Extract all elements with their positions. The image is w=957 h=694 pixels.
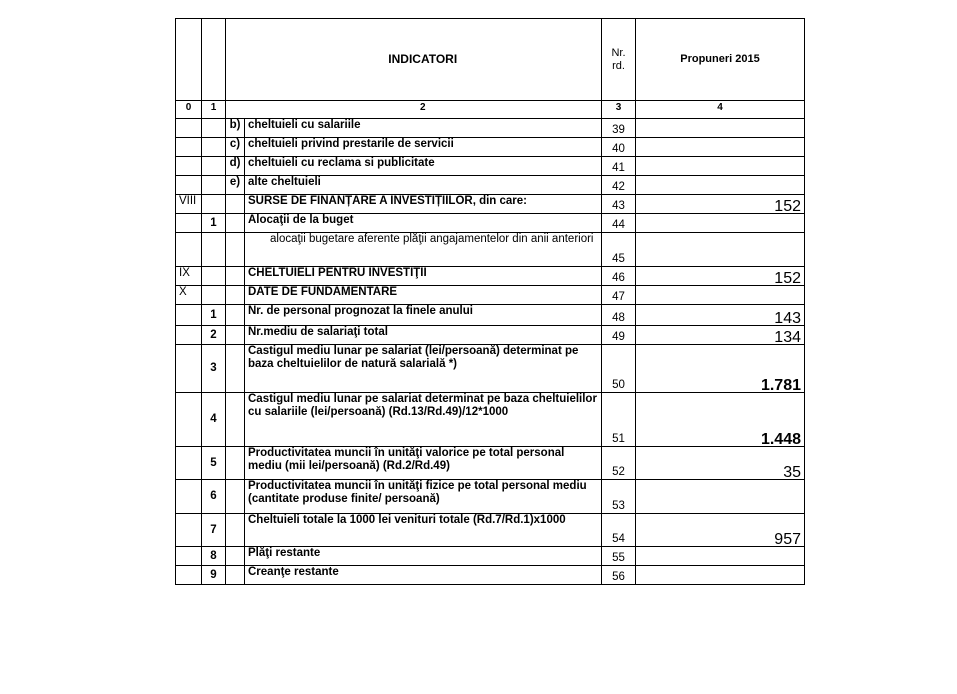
row-value [636, 157, 805, 176]
row-letter: e) [226, 176, 245, 195]
table-row [176, 214, 805, 233]
table-row [176, 566, 805, 585]
row-indicator: Castigul mediu lunar pe salariat (lei/persoană) determinat pe baza cheltuielilor de natură salarială *) [245, 345, 602, 393]
row-value: 152 [636, 267, 805, 286]
budget-indicators-table [175, 18, 805, 585]
row-number: 1 [202, 305, 226, 326]
row-indicator: cheltuieli privind prestarile de servicii [245, 138, 602, 157]
row-indicator: cheltuieli cu reclama si publicitate [245, 157, 602, 176]
row-value [636, 119, 805, 138]
table-row [176, 480, 805, 514]
row-nr: 56 [602, 566, 636, 585]
row-indicator: Productivitatea muncii în unităţi fizice pe total personal mediu (cantitate produse finite/ persoană) [245, 480, 602, 514]
row-nr: 55 [602, 547, 636, 566]
row-indicator: SURSE DE FINANȚARE A INVESTIȚIILOR, din care: [245, 195, 602, 214]
table-row [176, 305, 805, 326]
row-indicator: Productivitatea muncii în unităţi valorice pe total personal mediu (mii lei/persoană) (Rd.2/Rd.49) [245, 447, 602, 480]
header-blank-2 [226, 19, 245, 101]
row-section [176, 138, 202, 157]
row-letter [226, 195, 245, 214]
index-col-2: 2 [245, 101, 602, 119]
row-value [636, 176, 805, 195]
row-number [202, 119, 226, 138]
header-indicatori: INDICATORI [245, 19, 602, 101]
row-indicator: Nr.mediu de salariaţi total [245, 326, 602, 345]
row-nr: 39 [602, 119, 636, 138]
row-indicator: Cheltuieli totale la 1000 lei venituri totale (Rd.7/Rd.1)x1000 [245, 514, 602, 547]
table-row [176, 195, 805, 214]
row-section [176, 214, 202, 233]
row-section [176, 345, 202, 393]
row-nr: 47 [602, 286, 636, 305]
header-blank-0 [176, 19, 202, 101]
row-nr: 50 [602, 345, 636, 393]
row-nr: 49 [602, 326, 636, 345]
row-value: 143 [636, 305, 805, 326]
row-value: 152 [636, 195, 805, 214]
row-letter [226, 326, 245, 345]
row-section: VIII [176, 195, 202, 214]
row-value: 1.781 [636, 345, 805, 393]
table-row [176, 547, 805, 566]
row-section [176, 547, 202, 566]
row-nr: 52 [602, 447, 636, 480]
index-col-2-spacer [226, 101, 245, 119]
row-section [176, 176, 202, 195]
header-nr-rd: Nr. rd. [602, 19, 636, 101]
table-row [176, 176, 805, 195]
row-nr: 43 [602, 195, 636, 214]
table-body [176, 119, 805, 585]
index-col-0: 0 [176, 101, 202, 119]
row-number: 4 [202, 393, 226, 447]
row-value [636, 286, 805, 305]
row-indicator: alocaţii bugetare aferente plăţii angajamentelor din anii anteriori [245, 233, 602, 267]
row-letter: d) [226, 157, 245, 176]
row-nr: 48 [602, 305, 636, 326]
row-letter [226, 447, 245, 480]
row-section [176, 326, 202, 345]
table-row [176, 157, 805, 176]
row-indicator: Plăţi restante [245, 547, 602, 566]
row-section [176, 393, 202, 447]
table-row [176, 447, 805, 480]
table-row [176, 138, 805, 157]
row-indicator: CHELTUIELI PENTRU INVESTIŢII [245, 267, 602, 286]
row-indicator: Castigul mediu lunar pe salariat determinat pe baza cheltuielilor cu salariile (lei/persoană) (Rd.13/Rd.49)/12*1000 [245, 393, 602, 447]
row-indicator: cheltuieli cu salariile [245, 119, 602, 138]
row-letter [226, 233, 245, 267]
row-number [202, 267, 226, 286]
row-number: 3 [202, 345, 226, 393]
table-row [176, 233, 805, 267]
row-number [202, 176, 226, 195]
row-number: 6 [202, 480, 226, 514]
row-nr: 53 [602, 480, 636, 514]
table-row [176, 119, 805, 138]
row-number: 7 [202, 514, 226, 547]
row-number: 1 [202, 214, 226, 233]
row-letter [226, 566, 245, 585]
row-number [202, 233, 226, 267]
table-row [176, 393, 805, 447]
row-section [176, 233, 202, 267]
row-nr: 45 [602, 233, 636, 267]
row-section [176, 447, 202, 480]
row-letter [226, 480, 245, 514]
row-letter [226, 547, 245, 566]
index-col-4: 4 [636, 101, 805, 119]
row-section: IX [176, 267, 202, 286]
table-row [176, 326, 805, 345]
row-indicator: Alocaţii de la buget [245, 214, 602, 233]
index-col-3: 3 [602, 101, 636, 119]
row-value [636, 566, 805, 585]
row-section [176, 514, 202, 547]
row-letter [226, 345, 245, 393]
table-row [176, 514, 805, 547]
row-value [636, 480, 805, 514]
row-section [176, 566, 202, 585]
row-indicator: Nr. de personal prognozat la finele anului [245, 305, 602, 326]
row-nr: 41 [602, 157, 636, 176]
row-number: 9 [202, 566, 226, 585]
row-value: 35 [636, 447, 805, 480]
row-number: 8 [202, 547, 226, 566]
table-row [176, 345, 805, 393]
row-number [202, 195, 226, 214]
row-section [176, 119, 202, 138]
row-value [636, 233, 805, 267]
header-propuneri: Propuneri 2015 [636, 19, 805, 101]
row-number [202, 286, 226, 305]
row-section [176, 157, 202, 176]
row-value: 1.448 [636, 393, 805, 447]
header-blank-1 [202, 19, 226, 101]
row-number [202, 157, 226, 176]
row-number: 2 [202, 326, 226, 345]
row-value [636, 138, 805, 157]
row-value: 134 [636, 326, 805, 345]
row-section: X [176, 286, 202, 305]
row-nr: 44 [602, 214, 636, 233]
row-value: 957 [636, 514, 805, 547]
index-col-1: 1 [202, 101, 226, 119]
row-value [636, 547, 805, 566]
row-letter [226, 286, 245, 305]
row-indicator: Creanţe restante [245, 566, 602, 585]
row-indicator: DATE DE FUNDAMENTARE [245, 286, 602, 305]
row-letter [226, 514, 245, 547]
row-nr: 54 [602, 514, 636, 547]
row-nr: 51 [602, 393, 636, 447]
table-row [176, 286, 805, 305]
row-section [176, 305, 202, 326]
row-letter: c) [226, 138, 245, 157]
row-letter: b) [226, 119, 245, 138]
row-nr: 40 [602, 138, 636, 157]
row-number: 5 [202, 447, 226, 480]
row-number [202, 138, 226, 157]
row-letter [226, 214, 245, 233]
row-letter [226, 393, 245, 447]
row-letter [226, 267, 245, 286]
row-value [636, 214, 805, 233]
row-nr: 46 [602, 267, 636, 286]
row-letter [226, 305, 245, 326]
row-section [176, 480, 202, 514]
row-indicator: alte cheltuieli [245, 176, 602, 195]
table-row [176, 267, 805, 286]
row-nr: 42 [602, 176, 636, 195]
